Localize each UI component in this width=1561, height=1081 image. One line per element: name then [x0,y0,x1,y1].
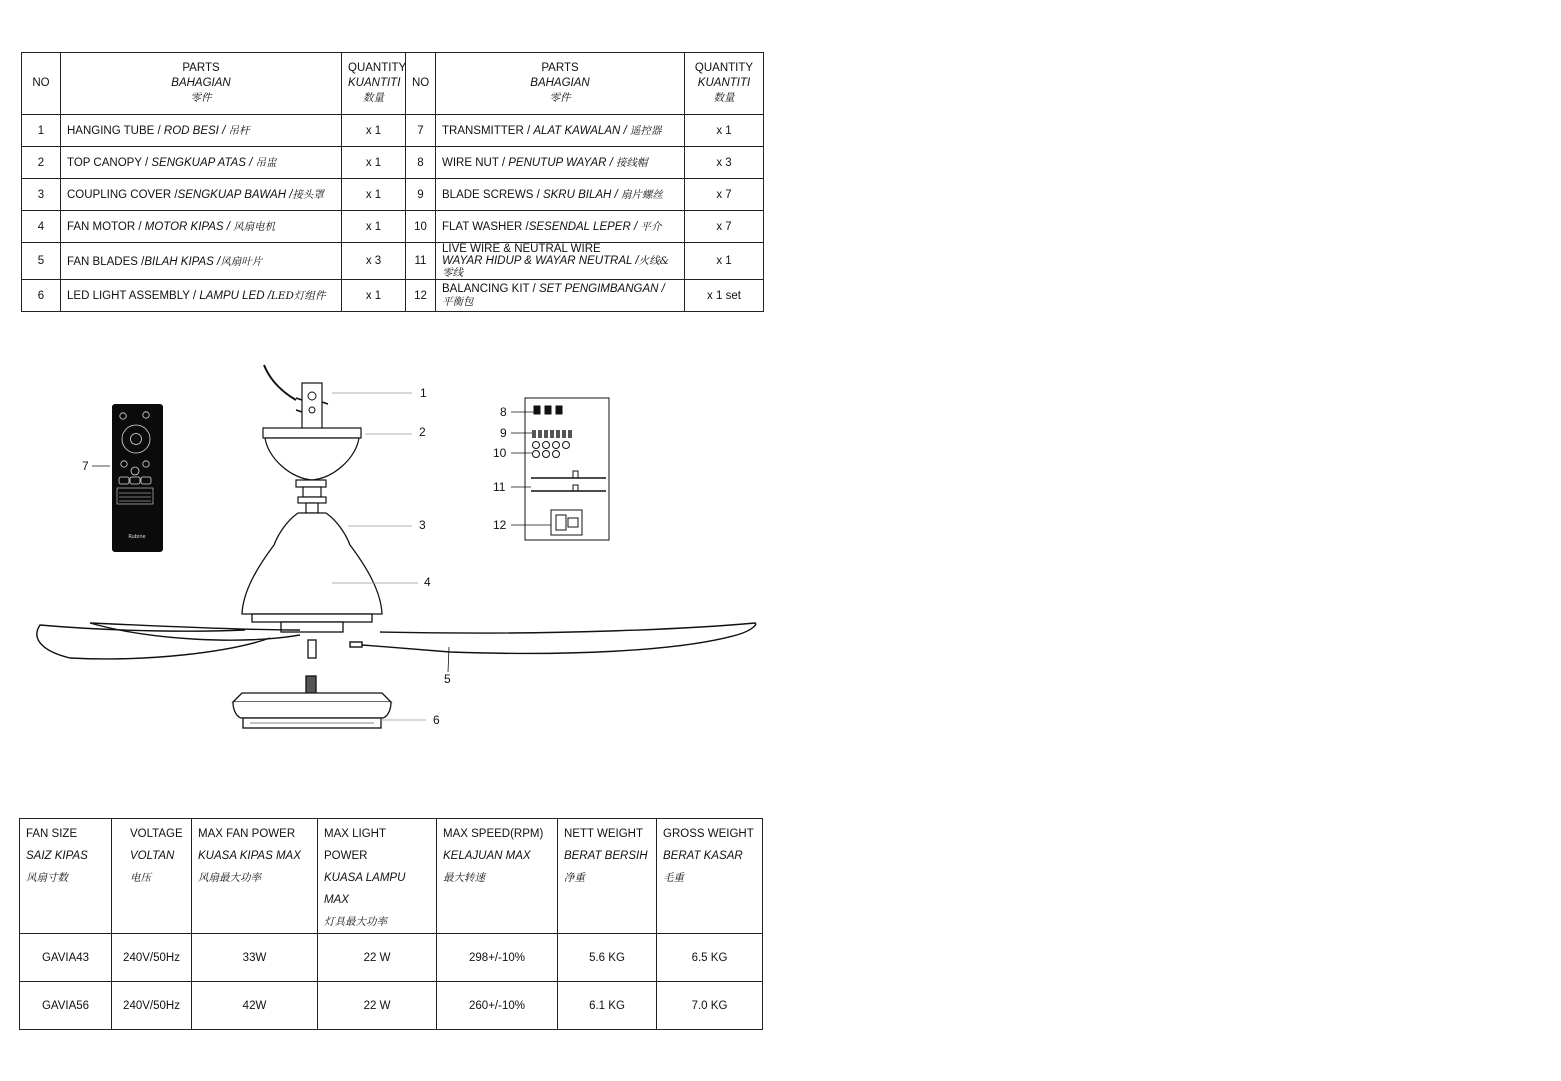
part-number: 10 [406,211,436,243]
part-number: 9 [406,179,436,211]
parts-header-row [22,53,764,115]
part-number: 5 [22,243,61,280]
part-name: WIRE NUT / PENUTUP WAYAR / 接线帽 [436,147,685,179]
header-quantity-left: QUANTITY KUANTITI 数量 [342,53,406,115]
spec-cell: 240V/50Hz [112,982,192,1030]
part-name: TOP CANOPY / SENGKUAP ATAS / 吊盅 [61,147,342,179]
spec-cell: 240V/50Hz [112,934,192,982]
spec-header-row [20,819,763,934]
parts-table [21,52,764,312]
spec-cell: 42W [192,982,318,1030]
part-quantity: x 1 [342,147,406,179]
header-parts-left: PARTS BAHAGIAN 零件 [61,53,342,115]
part-name: COUPLING COVER /SENGKUAP BAWAH /接头罩 [61,179,342,211]
spec-header-gross-weight: GROSS WEIGHT BERAT KASAR 毛重 [657,819,763,934]
top-canopy-illustration [263,428,361,487]
header-no-right: NO [406,53,436,115]
part-number: 4 [22,211,61,243]
spec-cell: 5.6 KG [558,934,657,982]
fan-motor-illustration [242,513,382,632]
coupling-cover-illustration [298,487,326,513]
fan-blades-illustration [37,623,756,659]
part-quantity: x 7 [685,211,764,243]
part-name: HANGING TUBE / ROD BESI / 吊杆 [61,115,342,147]
remote-control-illustration [112,404,163,552]
part-number: 12 [406,280,436,312]
header-quantity-right: QUANTITY KUANTITI 数量 [685,53,764,115]
parts-row [22,179,764,211]
part-quantity: x 3 [342,243,406,280]
part-name: FAN MOTOR / MOTOR KIPAS / 风扇电机 [61,211,342,243]
callout-12: 12 [493,518,507,532]
callout-6: 6 [433,713,440,727]
part-quantity: x 7 [685,179,764,211]
spec-header-fan-size: FAN SIZE SAIZ KIPAS 风扇寸数 [20,819,112,934]
led-light-assembly-illustration [233,640,391,728]
spec-cell: 22 W [318,982,437,1030]
parts-row [22,147,764,179]
part-quantity: x 1 [342,211,406,243]
spec-cell: 298+/-10% [437,934,558,982]
specification-table [19,818,763,1030]
callout-8: 8 [500,405,507,419]
part-number: 8 [406,147,436,179]
spec-header-max-fan-power: MAX FAN POWER KUASA KIPAS MAX 风扇最大功率 [192,819,318,934]
spec-row [20,982,763,1030]
callout-4: 4 [424,575,431,589]
part-name: LED LIGHT ASSEMBLY / LAMPU LED /LED灯组件 [61,280,342,312]
callout-11: 11 [493,480,506,494]
exploded-diagram [0,340,780,750]
part-number: 6 [22,280,61,312]
spec-cell: 6.1 KG [558,982,657,1030]
spec-cell: 22 W [318,934,437,982]
part-name: FLAT WASHER /SESENDAL LEPER / 平介 [436,211,685,243]
callout-10: 10 [493,446,507,460]
header-parts-right: PARTS BAHAGIAN 零件 [436,53,685,115]
hanging-tube-illustration [264,365,328,429]
spec-cell: 6.5 KG [657,934,763,982]
part-quantity: x 1 [685,115,764,147]
part-name: TRANSMITTER / ALAT KAWALAN / 遥控器 [436,115,685,147]
parts-row [22,211,764,243]
callout-5: 5 [444,672,451,686]
spec-cell: 260+/-10% [437,982,558,1030]
part-name: LIVE WIRE & NEUTRAL WIRE WAYAR HIDUP & WAYAR NEUTRAL /火线&零线 [436,243,685,280]
part-number: 3 [22,179,61,211]
spec-cell: 33W [192,934,318,982]
spec-row [20,934,763,982]
parts-row [22,280,764,312]
parts-row [22,243,764,280]
spec-cell: 7.0 KG [657,982,763,1030]
part-quantity: x 3 [685,147,764,179]
part-quantity: x 1 set [685,280,764,312]
part-quantity: x 1 [342,280,406,312]
spec-header-voltage: VOLTAGE VOLTAN 电压 [112,819,192,934]
spec-header-max-light-power: MAX LIGHT POWER KUASA LAMPU MAX 灯具最大功率 [318,819,437,934]
callout-2: 2 [419,425,426,439]
part-name: FAN BLADES /BILAH KIPAS /风扇叶片 [61,243,342,280]
part-name: BLADE SCREWS / SKRU BILAH / 扇片螺丝 [436,179,685,211]
spec-header-nett-weight: NETT WEIGHT BERAT BERSIH 净重 [558,819,657,934]
part-quantity: x 1 [685,243,764,280]
callout-7: 7 [82,459,89,473]
callout-3: 3 [419,518,426,532]
callout-9: 9 [500,426,507,440]
part-number: 11 [406,243,436,280]
parts-row [22,115,764,147]
callout-1: 1 [420,386,427,400]
spec-header-max-speed: MAX SPEED(RPM) KELAJUAN MAX 最大转速 [437,819,558,934]
remote-brand-label: Rubine [128,534,146,540]
part-quantity: x 1 [342,115,406,147]
part-number: 2 [22,147,61,179]
header-no-left: NO [22,53,61,115]
spec-cell: GAVIA56 [20,982,112,1030]
part-name: BALANCING KIT / SET PENGIMBANGAN / 平衡包 [436,280,685,312]
spec-cell: GAVIA43 [20,934,112,982]
part-number: 7 [406,115,436,147]
hardware-kit-illustration [525,398,609,540]
part-number: 1 [22,115,61,147]
part-quantity: x 1 [342,179,406,211]
